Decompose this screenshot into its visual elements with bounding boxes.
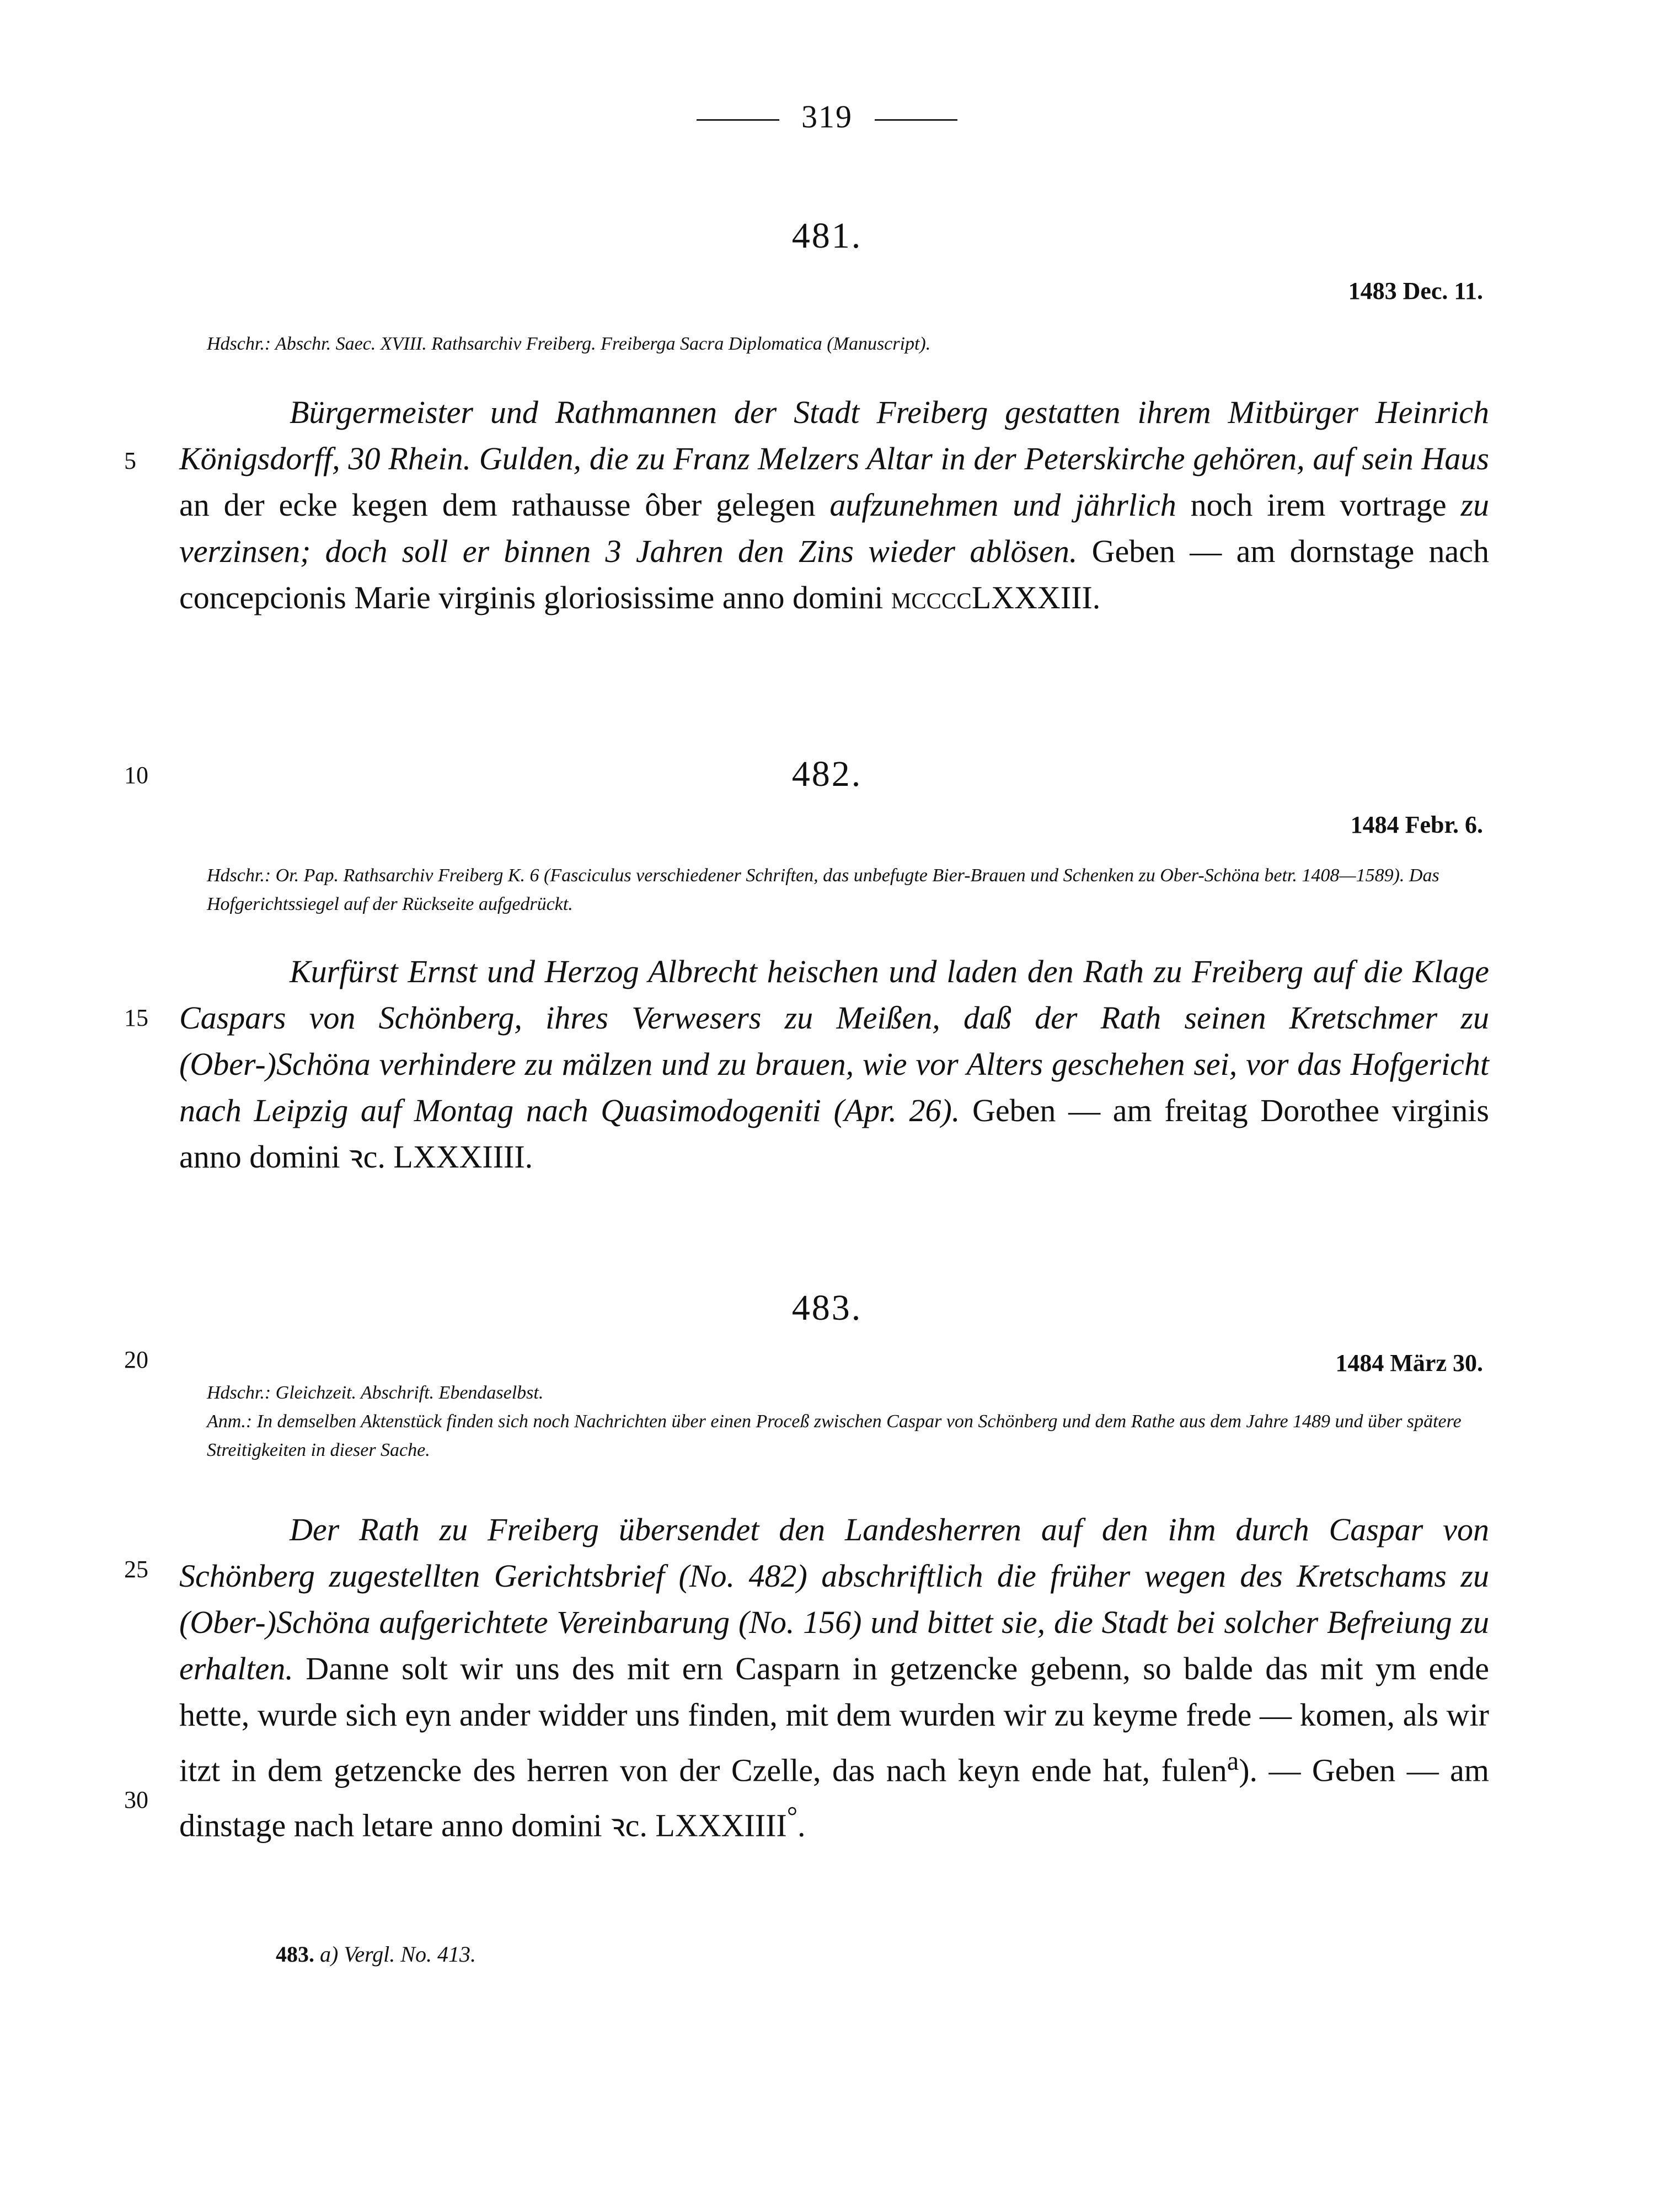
footnote-mark: a) (320, 1942, 339, 1967)
quote-481-b: noch irem vortrage (1176, 487, 1461, 523)
year-mark-483: ° (786, 1802, 798, 1831)
document-date-483: 1484 März 30. (1335, 1349, 1483, 1377)
document-number-483: 483. (791, 1288, 863, 1328)
header-dash-right (875, 119, 957, 121)
line-number-25: 25 (124, 1556, 148, 1583)
line-number-15: 15 (124, 1004, 148, 1031)
manuscript-note-481: Hdschr.: Abschr. Saec. XVIII. Rathsarchiv Freiberg. Freiberga Sacra Diplomatica (Manuscript). (207, 334, 931, 354)
manuscript-note-483 (207, 1379, 1489, 1465)
regest-summary-482: Kurfürst Ernst und Herzog Albrecht heischen und laden den Rath zu Freiberg auf die Klage Caspars von Schönberg, ihres Verwesers zu Meißen, daß der Rath seinen Kretschmer zu (Ober-)Schöna verhindere zu mälzen und zu brauen, wie vor Alters geschehen sei, vor das Hofgericht nach Leipzig auf Montag nach Quasimodogeniti (Apr. 26). (179, 954, 1489, 1128)
footnote-marker-a: a (1227, 1747, 1239, 1776)
dating-clause-482: Geben — am freitag Dorothee virginis anno domini ꝛc. (179, 1092, 1489, 1175)
regest-summary-483: Der Rath zu Freiberg übersendet den Landesherren auf den ihm durch Caspar von Schönberg zugestellten Gerichtsbrief (No. 482) abschriftlich die früher wegen des Kretschams zu (Ober-)Schöna aufgerichtete Vereinbarung (No. 156) und bittet sie, die Stadt bei solcher Befreiung zu erhalten. (179, 1512, 1489, 1686)
header-dash-left (697, 119, 779, 121)
manuscript-note-482: Hdschr.: Or. Pap. Rathsarchiv Freiberg K. 6 (Fasciculus verschiedener Schriften, das unbefugte Bier-Brauen und Schenken zu Ober-Schöna betr. 1408—1589). Das Hofgerichtssiegel auf der Rückseite aufgedrückt. (207, 865, 1439, 914)
line-number-30: 30 (124, 1786, 148, 1813)
document-text-482 (179, 949, 1489, 1180)
document-number-481: 481. (791, 216, 863, 256)
page-number: 319 (801, 99, 853, 135)
footnote (276, 1941, 476, 1967)
footnote-text: Vergl. No. 413. (338, 1942, 476, 1967)
annotation-483: Anm.: In demselben Aktenstück finden sich noch Nachrichten über einen Proceß zwischen Caspar von Schönberg und dem Rathe aus dem Jahre 1489 und über spätere Streitigkeiten in dieser Sache. (207, 1411, 1462, 1460)
document-text-481 (179, 389, 1489, 621)
footnote-ref: 483. (276, 1942, 314, 1967)
manuscript-source-483: Hdschr.: Gleichzeit. Abschrift. Ebendaselbst. (207, 1383, 544, 1403)
dating-clause-481: Geben — am dornstage nach concepcionis Marie virginis gloriosissime anno domini (179, 533, 1490, 615)
year-end-483: . (797, 1807, 806, 1844)
dating-clause-483: ). — Geben — am dinstage nach letare anno domini ꝛc. (179, 1752, 1490, 1844)
document-number-482: 482. (791, 754, 863, 794)
document-date-482: 1484 Febr. 6. (1350, 811, 1483, 838)
year-483: LXXXIIII (655, 1807, 787, 1844)
quote-481-a: an der ecke kegen dem rathausse ôber gelegen (179, 487, 830, 523)
regest-summary-481-c: zu verzinsen; doch soll er binnen 3 Jahren den Zins wieder ablösen. (179, 487, 1490, 569)
regest-summary-481-b: aufzunehmen und jährlich (829, 487, 1176, 523)
document-date-481: 1483 Dec. 11. (1348, 277, 1483, 304)
year-482: LXXXIIII. (393, 1139, 533, 1175)
regest-summary-481: Bürgermeister und Rathmannen der Stadt Freiberg gestatten ihrem Mitbürger Heinrich Königsdorff, 30 Rhein. Gulden, die zu Franz Melzers Altar in der Peterskirche gehören, auf sein Haus (179, 394, 1489, 476)
year-481: mccccLXXXIII. (891, 580, 1101, 615)
line-number-5: 5 (124, 447, 136, 474)
line-number-20: 20 (124, 1346, 148, 1373)
document-text-483 (179, 1507, 1489, 1849)
quote-483: Danne solt wir uns des mit ern Casparn in getzencke gebenn, so balde das mit ym ende hette, wurde sich eyn ander widder uns finden, mit dem wurden wir zu keyme frede — komen, als wir itzt in dem getzencke des herren von der Czelle, das nach keyn ende hat, fulen (179, 1651, 1489, 1788)
page-header (0, 98, 1654, 135)
line-number-10: 10 (124, 762, 148, 789)
